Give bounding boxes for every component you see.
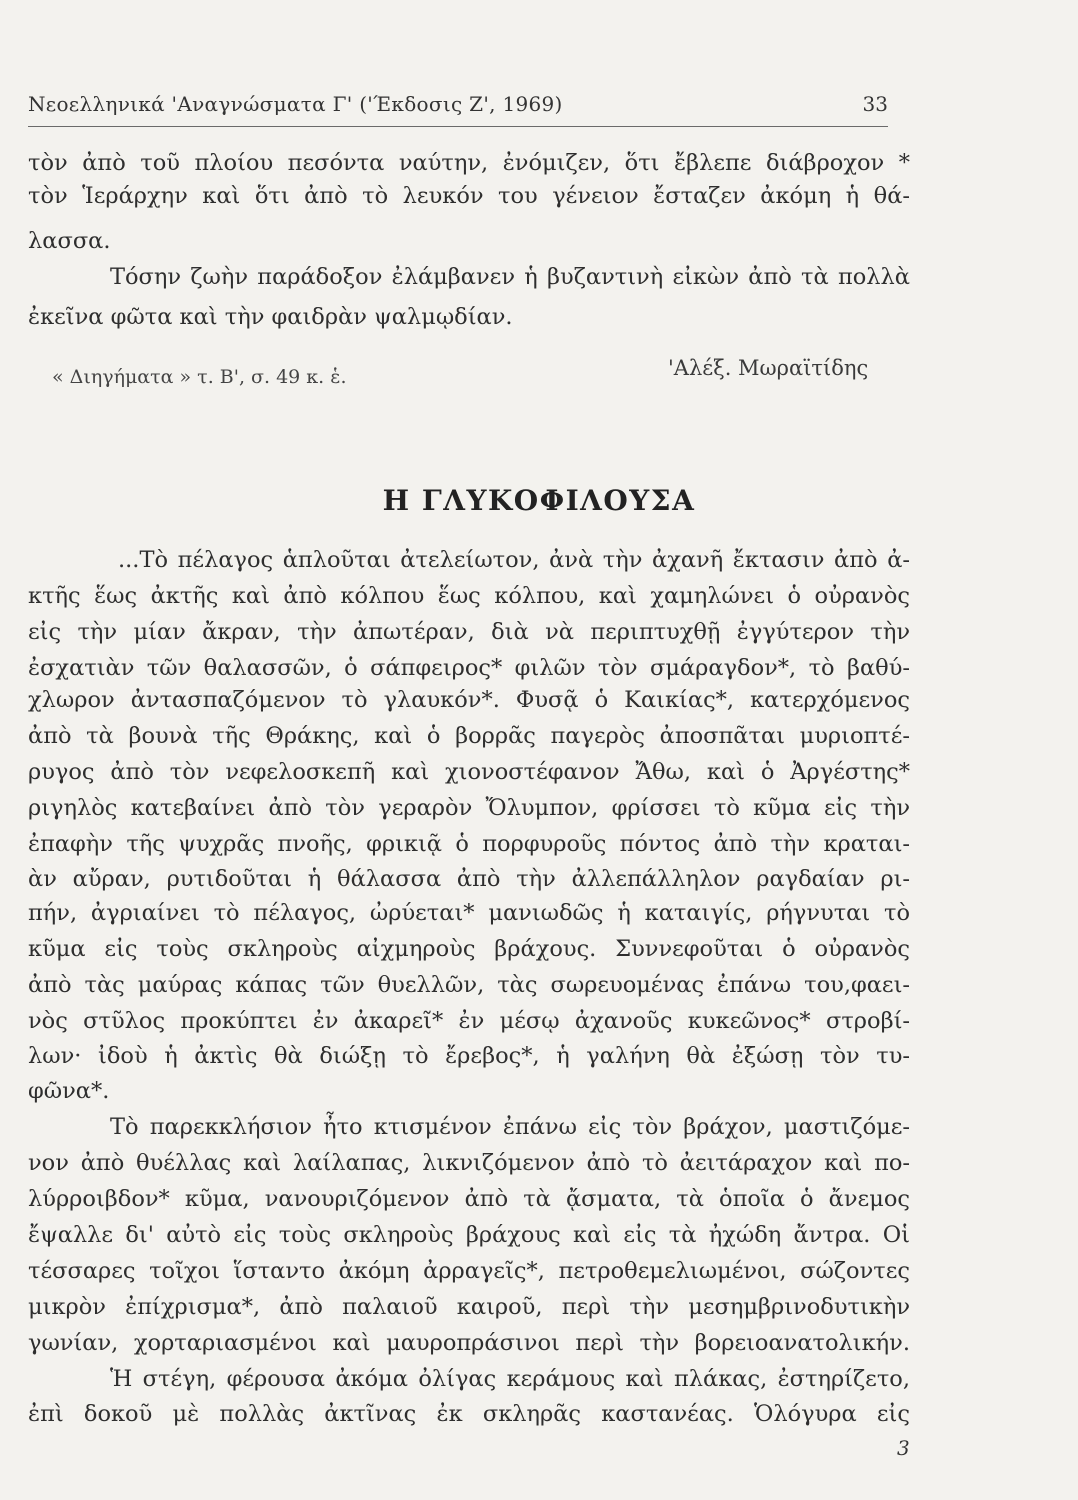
text-line: μικρὸν ἐπίχρισμα*, ἀπὸ παλαιοῦ καιροῦ, περὶ τὴν μεσημβρινοδυτικὴν xyxy=(28,1294,910,1320)
text-line: ριγηλὸς κατεβαίνει ἀπὸ τὸν γεραρὸν Ὄλυμπον, φρίσσει τὸ κῦμα εἰς τὴν xyxy=(28,795,910,821)
text-line: ἐκεῖνα φῶτα καὶ τὴν φαιδρὰν ψαλμῳδίαν. xyxy=(28,304,513,330)
text-line: ἔψαλλε δι' αὐτὸ εἰς τοὺς σκληροὺς βράχους καὶ εἰς τὰ ἠχώδη ἄντρα. Οἱ xyxy=(28,1222,910,1248)
text-line: ἀπὸ τὰ βουνὰ τῆς Θράκης, καὶ ὁ βορρᾶς παγερὸς ἀποσπᾶται μυριοπτέ- xyxy=(28,723,910,749)
page-number: 33 xyxy=(862,92,888,116)
text-line: πήν, ἀγριαίνει τὸ πέλαγος, ὠρύεται* μανιωδῶς ἡ καταιγίς, ρήγνυται τὸ xyxy=(28,900,910,926)
text-line: κῦμα εἰς τοὺς σκληροὺς αἰχμηροὺς βράχους. Συννεφοῦται ὁ οὐρανὸς xyxy=(28,936,910,962)
section-title: Η ΓΛΥΚΟΦΙΛΟΥΣΑ xyxy=(382,484,696,517)
text-line: ἀπὸ τὰς μαύρας κάπας τῶν θυελλῶν, τὰς σωρευομένας ἐπάνω του,φαει- xyxy=(28,972,910,998)
text-line: ρυγος ἀπὸ τὸν νεφελοσκεπῆ καὶ χιονοστέφανον Ἄθω, καὶ ὁ Ἀργέστης* xyxy=(28,759,910,785)
text-line: Τόσην ζωὴν παράδοξον ἐλάμβανεν ἡ βυζαντινὴ εἰκὼν ἀπὸ τὰ πολλὰ xyxy=(110,264,910,290)
signature-mark: 3 xyxy=(897,1436,910,1460)
text-line: νον ἀπὸ θυέλλας καὶ λαίλαπας, λικνιζόμενον ἀπὸ τὸ ἀειτάραχον καὶ πο- xyxy=(28,1150,910,1176)
text-line: νὸς στῦλος προκύπτει ἐν ἀκαρεῖ* ἐν μέσῳ ἀχανοῦς κυκεῶνος* στροβί- xyxy=(28,1008,910,1034)
text-line: τὸν Ἱεράρχην καὶ ὅτι ἀπὸ τὸ λευκόν του γένειον ἔσταζεν ἀκόμη ἡ θά- xyxy=(28,183,910,209)
text-line: λασσα. xyxy=(28,228,111,254)
text-line: χλωρον ἀντασπαζόμενον τὸ γλαυκόν*. Φυσᾷ ὁ Καικίας*, κατερχόμενος xyxy=(28,687,910,713)
text-line: φῶνα*. xyxy=(28,1078,110,1104)
author-name: 'Αλέξ. Μωραϊτίδης xyxy=(668,356,869,380)
text-line: ἐσχατιὰν τῶν θαλασσῶν, ὁ σάπφειρος* φιλῶν τὸν σμάραγδον*, τὸ βαθύ- xyxy=(28,655,910,681)
text-line: κτῆς ἕως ἀκτῆς καὶ ἀπὸ κόλπου ἕως κόλπου, καὶ χαμηλώνει ὁ οὐρανὸς xyxy=(28,583,910,609)
text-line: εἰς τὴν μίαν ἄκραν, τὴν ἀπωτέραν, διὰ νὰ περιπτυχθῇ ἐγγύτερον τὴν xyxy=(28,619,910,645)
text-line: τέσσαρες τοῖχοι ἵσταντο ἀκόμη ἀρραγεῖς*, πετροθεμελιωμένοι, σώζοντες xyxy=(28,1258,910,1284)
page-header xyxy=(28,92,888,127)
text-line: Ἡ στέγη, φέρουσα ἀκόμα ὀλίγας κεράμους καὶ πλάκας, ἐστηρίζετο, xyxy=(110,1366,910,1392)
text-line: ὰν αὔραν, ρυτιδοῦται ἡ θάλασσα ἀπὸ τὴν ἀλλεπάλληλον ραγδαίαν ρι- xyxy=(28,866,910,892)
text-line: Τὸ παρεκκλήσιον ἦτο κτισμένον ἐπάνω εἰς τὸν βράχον, μαστιζόμε- xyxy=(110,1114,910,1140)
text-line: τὸν ἀπὸ τοῦ πλοίου πεσόντα ναύτην, ἐνόμιζεν, ὅτι ἔβλεπε διάβροχον * xyxy=(28,150,910,176)
text-line: ἐπὶ δοκοῦ μὲ πολλὰς ἀκτῖνας ἐκ σκληρᾶς καστανέας. Ὁλόγυρα εἰς xyxy=(28,1401,910,1427)
text-line: ...Τὸ πέλαγος ἁπλοῦται ἀτελείωτον, ἀνὰ τὴν ἀχανῆ ἔκτασιν ἀπὸ ἀ- xyxy=(118,547,910,573)
source-citation: « Διηγήματα » τ. Β', σ. 49 κ. ἑ. xyxy=(52,366,347,388)
text-line: ἐπαφὴν τῆς ψυχρᾶς πνοῆς, φρικιᾷ ὁ πορφυροῦς πόντος ἀπὸ τὴν κραται- xyxy=(28,831,910,857)
text-line: γωνίαν, χορταριασμένοι καὶ μαυροπράσινοι περὶ τὴν βορειοανατολικήν. xyxy=(28,1330,910,1356)
text-line: λύρροιβδον* κῦμα, νανουριζόμενον ἀπὸ τὰ ᾄσματα, τὰ ὁποῖα ὁ ἄνεμος xyxy=(28,1186,910,1212)
text-line: λων· ἰδοὺ ἡ ἀκτὶς θὰ διώξῃ τὸ ἔρεβος*, ἡ γαλήνη θὰ ἐξώσῃ τὸν τυ- xyxy=(28,1043,910,1069)
running-title: Νεοελληνικά 'Αναγνώσματα Γ' ('Έκδοσις Ζ', 1969) xyxy=(28,92,563,116)
